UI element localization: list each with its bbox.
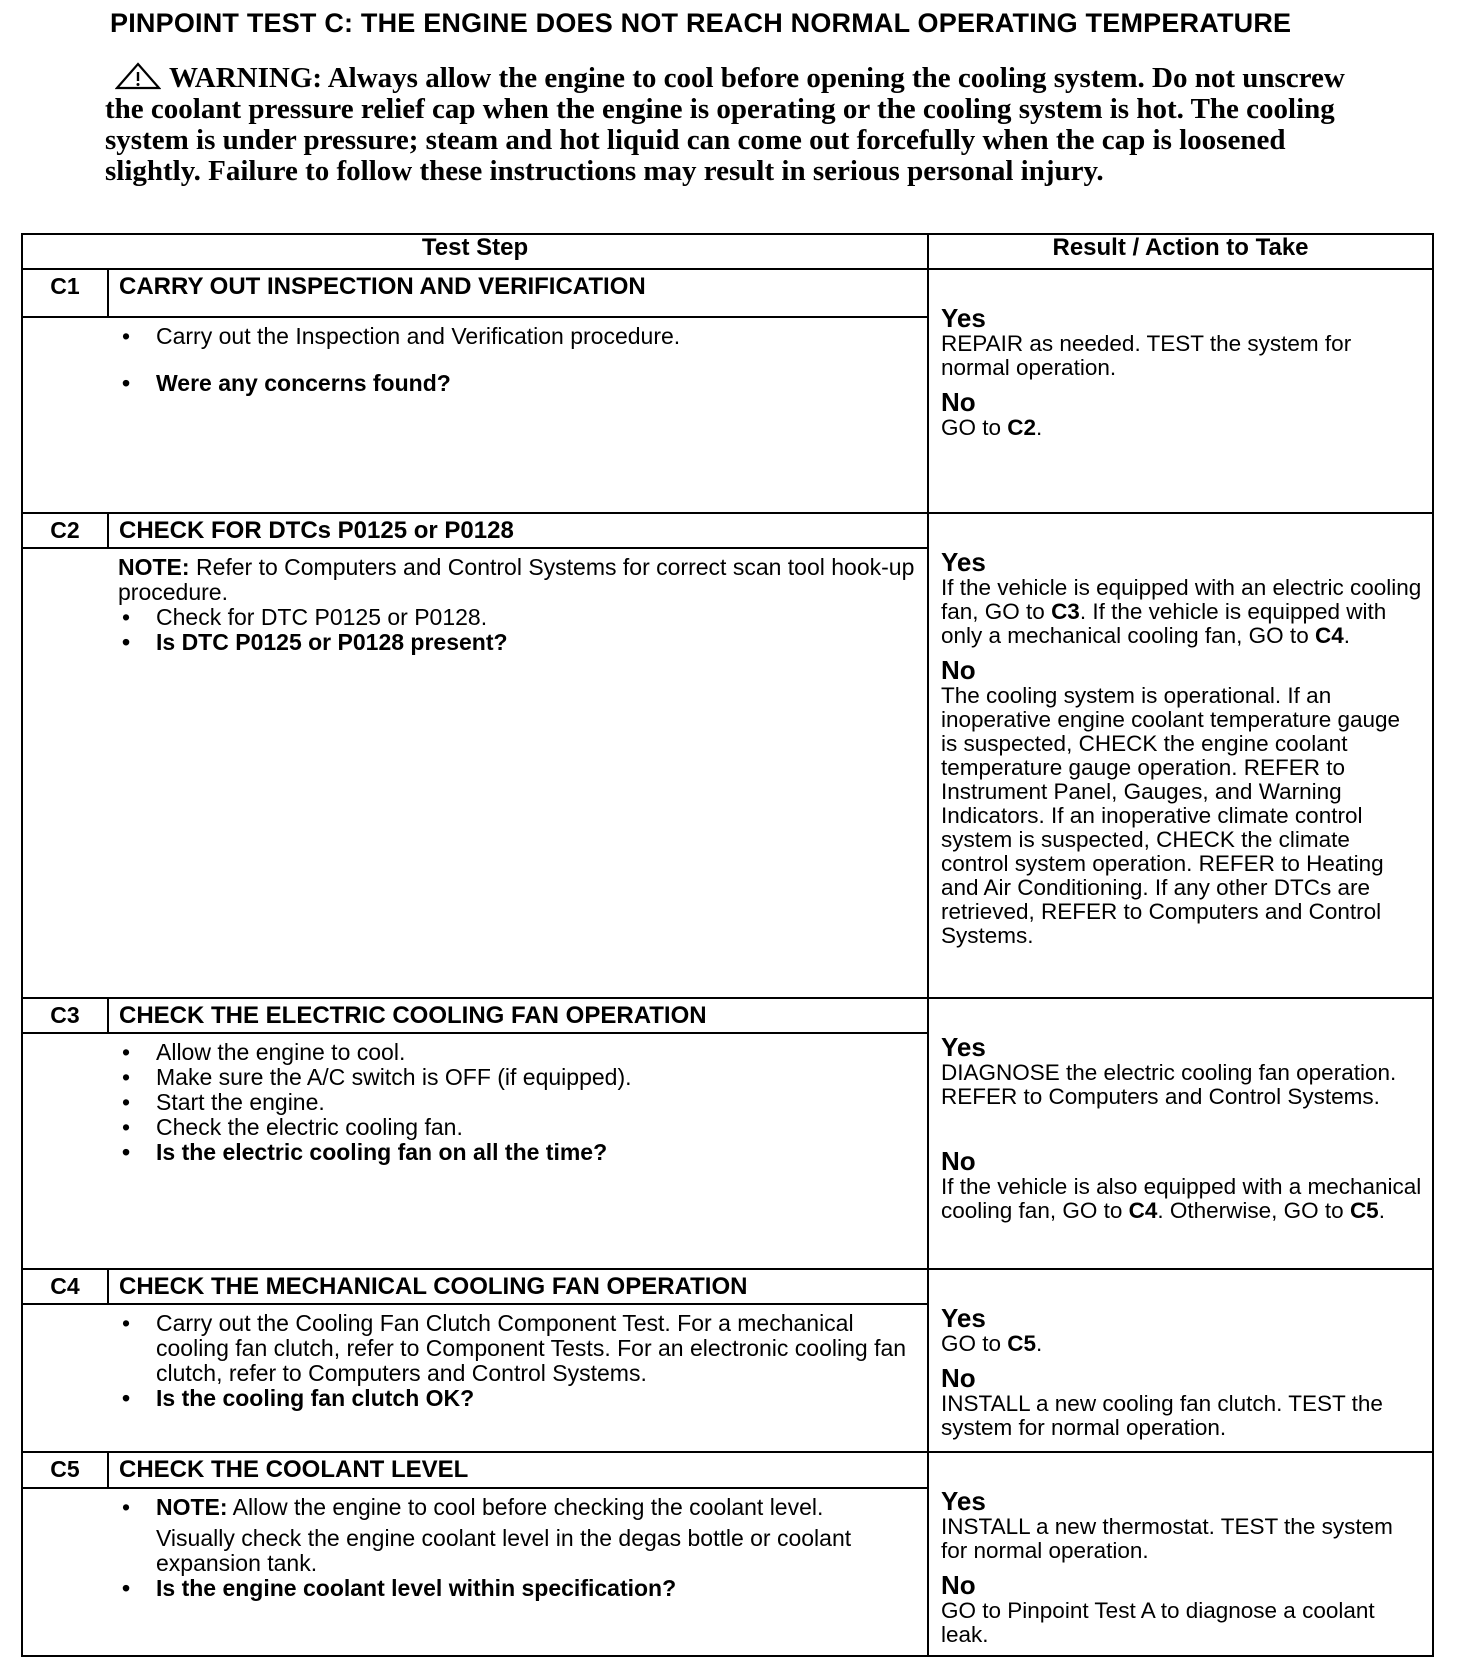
result-yes-c3: DIAGNOSE the electric cooling fan operation. REFER to Computers and Control Systems. (941, 1060, 1397, 1109)
result-yes-c4: GO to C5. (941, 1331, 1043, 1356)
header-result-action: Result / Action to Take (928, 234, 1433, 269)
step-title-c2: CHECK FOR DTCs P0125 or P0128 (108, 513, 928, 548)
list-item: • Carry out the Cooling Fan Clutch Component Test. For a mechanical cooling fan clutch, refer to Component Tests. For an electronic cooling fan clutch, refer to Computers and Control Systems. (118, 1311, 915, 1386)
step-title-row-c4 (22, 1269, 1433, 1304)
yes-label: Yes (941, 1303, 986, 1333)
no-label: No (941, 1146, 976, 1176)
step-question-c5: • Is the engine coolant level within specification? (118, 1576, 915, 1601)
warning-label: WARNING: (169, 62, 323, 94)
list-item: • Start the engine. (118, 1090, 915, 1115)
yes-label: Yes (941, 303, 986, 333)
list-item: • Make sure the A/C switch is OFF (if equipped). (118, 1065, 915, 1090)
list-item: • Carry out the Inspection and Verification procedure. (118, 324, 915, 349)
step-question-c1: • Were any concerns found? (118, 371, 915, 396)
result-no-c2: The cooling system is operational. If an inoperative engine coolant temperature gauge is suspected, CHECK the engine coolant temperature gauge operation. REFER to Instrument Panel, Gauges, and Warning Indicators. If an inoperative climate control system is suspected, CHECK the climate control system operation. REFER to Heating and Air Conditioning. If any other DTCs are retrieved, REFER to Computers and Control Systems. (941, 683, 1401, 948)
result-cell-c5 (928, 1452, 1433, 1656)
list-item: • Allow the engine to cool. (118, 1040, 915, 1065)
step-body-c4 (108, 1304, 928, 1452)
result-yes-c2: If the vehicle is equipped with an electric cooling fan, GO to C3. If the vehicle is equipped with only a mechanical cooling fan, GO to C4. (941, 575, 1422, 648)
no-label: No (941, 655, 976, 685)
step-id-c5: C5 (22, 1452, 108, 1488)
step-paragraph-c5: Visually check the engine coolant level in the degas bottle or coolant expansion tank. (156, 1524, 852, 1576)
result-cell-c1 (928, 269, 1433, 513)
step-title-row-c5 (22, 1452, 1433, 1488)
result-yes-c5: INSTALL a new thermostat. TEST the system for normal operation. (941, 1514, 1393, 1563)
step-title-row-c2 (22, 513, 1433, 548)
no-label: No (941, 1570, 976, 1600)
step-id-c4: C4 (22, 1269, 108, 1304)
step-body-c3 (108, 1033, 928, 1269)
result-cell-c2 (928, 513, 1433, 998)
step-title-c3: CHECK THE ELECTRIC COOLING FAN OPERATION (108, 998, 928, 1033)
list-item: • Check for DTC P0125 or P0128. (118, 605, 915, 630)
header-test-step: Test Step (22, 234, 928, 269)
step-title-row-c3 (22, 998, 1433, 1033)
result-cell-c4 (928, 1269, 1433, 1452)
step-title-c5: CHECK THE COOLANT LEVEL (108, 1452, 928, 1488)
step-body-c1 (108, 317, 928, 513)
step-title-c4: CHECK THE MECHANICAL COOLING FAN OPERATION (108, 1269, 928, 1304)
step-body-c2 (108, 548, 928, 998)
yes-label: Yes (941, 1032, 986, 1062)
step-title-row-c1 (22, 269, 1433, 317)
yes-label: Yes (941, 547, 986, 577)
warning-triangle-icon (115, 62, 161, 90)
warning-block (105, 62, 1350, 187)
no-label: No (941, 387, 976, 417)
result-cell-c3 (928, 998, 1433, 1269)
step-id-c1: C1 (22, 269, 108, 317)
step-question-c3: • Is the electric cooling fan on all the time? (118, 1140, 915, 1165)
note-c5: • NOTE: Allow the engine to cool before checking the coolant level. (118, 1495, 915, 1520)
no-label: No (941, 1363, 976, 1393)
page-title: PINPOINT TEST C: THE ENGINE DOES NOT REACH NORMAL OPERATING TEMPERATURE (110, 8, 1292, 38)
step-id-c2: C2 (22, 513, 108, 548)
result-no-c1: GO to C2. (941, 415, 1043, 440)
result-no-c4: INSTALL a new cooling fan clutch. TEST the system for normal operation. (941, 1391, 1383, 1440)
warning-text: Always allow the engine to cool before opening the cooling system. Do not unscrew the coolant pressure relief cap when the engine is operating or the cooling system is hot. The cooling system is under pressure; steam and hot liquid can come out forcefully when the cap is loosened slightly. Failure to follow these instructions may result in serious personal injury. (105, 62, 1345, 187)
table-header-row (22, 234, 1433, 269)
result-no-c5: GO to Pinpoint Test A to diagnose a coolant leak. (941, 1598, 1375, 1647)
result-no-c3: If the vehicle is also equipped with a mechanical cooling fan, GO to C4. Otherwise, GO to C5. (941, 1174, 1422, 1223)
step-question-c4: • Is the cooling fan clutch OK? (118, 1386, 915, 1411)
note-c2: NOTE: Refer to Computers and Control Systems for correct scan tool hook-up procedure. (118, 554, 915, 605)
result-yes-c1: REPAIR as needed. TEST the system for normal operation. (941, 331, 1352, 380)
step-question-c2: • Is DTC P0125 or P0128 present? (118, 630, 915, 655)
step-id-c3: C3 (22, 998, 108, 1033)
pinpoint-test-table (21, 233, 1434, 1657)
step-title-c1: CARRY OUT INSPECTION AND VERIFICATION (108, 269, 928, 317)
step-body-c5 (108, 1488, 928, 1656)
list-item: • Check the electric cooling fan. (118, 1115, 915, 1140)
yes-label: Yes (941, 1486, 986, 1516)
